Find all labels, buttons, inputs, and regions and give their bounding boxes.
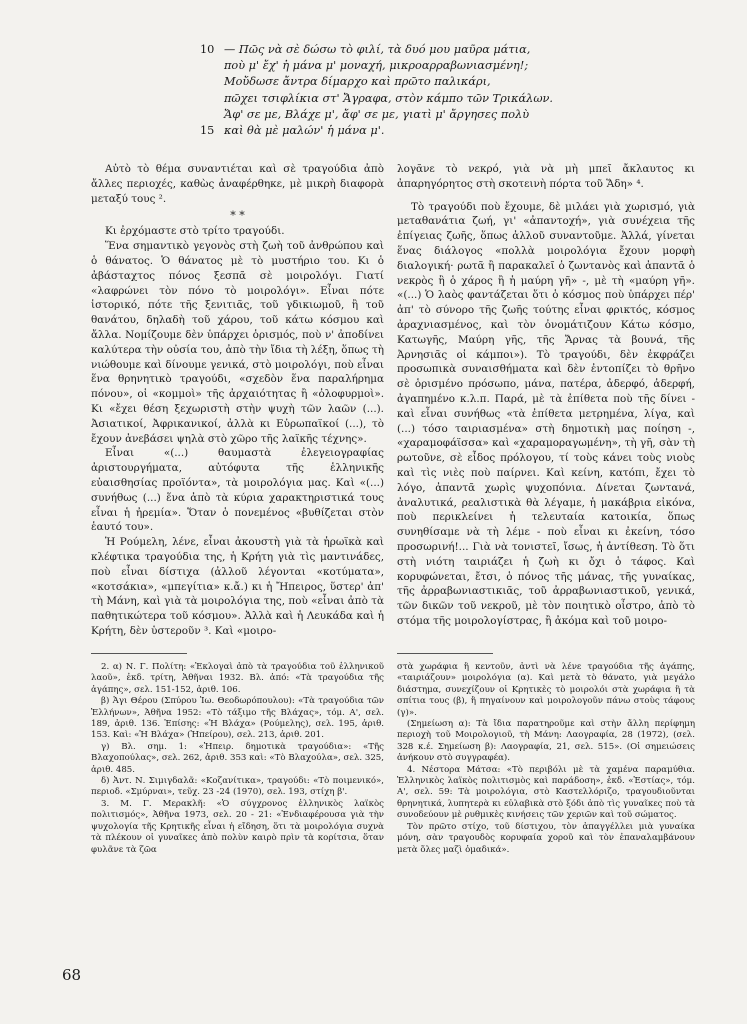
left-column [91,162,384,639]
poem-line: Μοὔδωσε ἄντρα δίμαρχο καὶ πρῶτο παλικάρι, [224,75,491,89]
poem-line: ποὺ μ' ἔχ' ἡ μάνα μ' μοναχή, μικροαρραβωνιασμένη!; [224,59,529,73]
footnote: (Σημείωση α): Τὰ ἴδια παρατηροῦμε καὶ στὴν ἄλλη περίφημη περιοχὴ τοῦ Μοιρολογιοῦ, τὴ Μάνη: Λαογραφία, 28 (1972), (σελ. 328 κ.έ. Σημείωση β): Λαογραφία, 21, σελ. 515». (Οἱ σημειώσεις ἀνήκουν στὸ συγγραφέα). [397,719,695,764]
footnote: στὰ χωράφια ἢ κεντοῦν, ἀντὶ νὰ λένε τραγούδια τῆς ἀγάπης, «ταιριάζουν» μοιρολόγια (α). Καὶ μετὰ τὸ θάνατο, γιὰ μεγάλο διάστημα, συνεχίζουν οἱ Κρητικὲς τὸ μοιρολόι στὰ χωράφια ἢ τὰ σπίτια τους (β), ἢ πηγαίνουν καὶ μοιρολογοῦν πάνω στοὺς τάφους (γ)». [397,662,695,718]
section-separator: * * [230,209,245,223]
footnote: 2. α) Ν. Γ. Πολίτη: «Ἐκλογαὶ ἀπὸ τὰ τραγούδια τοῦ ἑλληνικοῦ λαοῦ», ἐκδ. τρίτη, Ἀθῆναι 1932. Βλ. ἀπό: «Τὰ τραγούδια τῆς ἀγάπης», σελ. 151-152, ἀριθ. 106. [91,662,384,695]
footnote: Τὸν πρῶτο στίχο, τοῦ δίστιχου, τὸν ἀπαγγέλλει μιὰ γυναίκα μόνη, σὰν τραγουδὸς κορυφαία χοροῦ καὶ τὸν ἐπαναλαμβάνουν μετὰ ὅλες μαζὶ ὁμαδικά». [397,821,695,855]
paragraph: Εἶναι «(...) θαυμαστὰ ἐλεγειογραφίας ἀριστουργήματα, αὐτόφυτα τῆς ἑλληνικῆς εὐαισθησίας προϊόντα», τὰ μοιρολόγια μας. Καὶ «(...) συνήθως (...) ἕνα ἀπὸ τὰ κύρια χαρακτηριστικά τους εἶναι ἡ ἠρεμία». Ὅταν ὁ πονεμένος «βυθίζεται στὸν ἑαυτό του». [91,447,384,534]
page-number: 68 [62,966,82,984]
poem-line: 15 καὶ θὰ μὲ μαλών' ἡ μάνα μ'. [200,124,385,138]
poem-line: πῶχει τσιφλίκια στ' Ἄγραφα, στὸν κάμπο τῶν Τρικάλων. [224,91,554,105]
footnotes-left [91,662,384,856]
paragraph: Αὐτὸ τὸ θέμα συναντιέται καὶ σὲ τραγούδια ἀπὸ ἄλλες περιοχές, καθὼς ἀναφέρθηκε, μὲ μικρὴ διαφορὰ μεταξύ τους ². [91,163,384,205]
footnote: 3. Μ. Γ. Μερακλῆ: «Ὁ σύγχρονος ἑλληνικὸς λαϊκὸς πολιτισμός», Ἀθῆνα 1973, σελ. 20 - 21: «Ἐνδιαφέρουσα γιὰ τὴν ψυχολογία τῆς Κρητικῆς εἶναι ἡ εἴδηση, ὅτι τὰ μοιρολόγια συχνὰ τὰ πλέκουν οἱ γυναῖκες ἀπὸ πολὺν καιρὸ πρὶν τὰ κορίτσια, ὅταν φυλᾶνε τὰ ζῶα [91,798,384,855]
footnote: γ) Βλ. σημ. 1: «Ἠπειρ. δημοτικὰ τραγούδια»: «Τῆς Βλαχοπούλας», σελ. 262, ἀριθ. 353 καὶ: «Τὸ Βλαχούλα», σελ. 325, ἀριθ. 485. [91,741,384,775]
poem-block [200,42,640,139]
footnote: 4. Νέστορα Μάτσα: «Τὸ περιβόλι μὲ τὰ χαμένα παραμύθια. Ἑλληνικὸς λαϊκὸς πολιτισμὸς καὶ παράδοση», ἐκδ. «Ἑστίας», τόμ. Α', σελ. 59: Τὰ μοιρολόγια, στὸ Καστελλόριζο, τραγουδιοῦνται θρηνητικά, λυπητερὰ κι εὐλαβικὰ στὸ ξόδι ἀπὸ τὶς γυναῖκες ποὺ τὰ συνοδεύουν μὲ ρυθμικὲς κινήσεις τῶν χεριῶν καὶ τοῦ σώματος. [397,764,695,821]
footnote: β) Ἁγι Θέρου (Σπύρου Ἰω. Θεοδωρόπουλου): «Τὰ τραγούδια τῶν Ἑλλήνων», Ἀθῆνα 1952: «Τὸ τάξιμο τῆς Βλάχας», τόμ. Α', σελ. 189, ἀριθ. 136. Ἐπίσης: «Ἡ Βλάχα» (Ρούμελης), σελ. 195, ἀριθ. 153. Καὶ: «Ἡ Βλάχα» (Ἠπείρου), σελ. 213, ἀριθ. 201. [91,696,384,741]
paragraph: Τὸ τραγούδι ποὺ ἔχουμε, δὲ μιλάει γιὰ χωρισμό, γιὰ μεταθανάτια ζωή, γι' «ἀπαντοχή», γιὰ συνέχεια τῆς ἐπίγειας ζωῆς, ὅπως ἀλλοῦ συναντοῦμε. Ἀλλά, γίνεται ἕνας διάλογος «πολλὰ μοιρολόγια ἔχουν μορφὴ διαλογική· ρωτᾶ ἢ παρακαλεῖ ὁ ζωντανὸς καὶ ἀπαντᾶ ὁ νεκρὸς ἢ ὁ χάρος ἢ ἡ μαύρη γῆ» -, μὲ τὴ «μαύρη γῆ». «(...) Ὁ λαὸς φαντάζεται ὅτι ὁ κόσμος ποὺ ὑπάρχει πέρ' ἀπ' τὸ σύνορο τῆς ζωῆς τούτης εἶναι φρικτός, κόσμος ἀραχνιασμένος, καὶ τὸν ὀνομάτιζουν Κάτω κόσμο, Κατωγῆς, Μαύρη γῆς, τῆς Ἄρνας τὰ βουνά, τῆς Ἀρνησιᾶς οἱ κάμποι»). Τὸ τραγούδι, δὲν ἐκφράζει προσωπικὰ συναισθήματα καὶ δὲν ἐντοπίζει τὸ θρῆνο σὲ ὁρισμένο πρόσωπο, μάνα, πατέρα, ἀδερφό, ἀδερφή, ἀγαπημένο κ.λ.π. Παρά, μὲ τὰ ἐπίθετα ποὺ τῆς δίνει - καὶ εἶναι συνήθως «τὰ ἐπίθετα μετρημένα, λίγα, καὶ (...) τόσο ταιριασμένα» στὴ δημοτικὴ μας ποίηση -, «χαραμοφάϊσσα» καὶ «χαραμοραγωμένη», τὴ γῆ, σὰν τὴ ρωτοῦνε, σὲ εἶδος πρόλογου, τί τοὺς κάνει τοὺς νιοὺς καὶ τὶς νιὲς ποὺ παίρνει. Καὶ κείνη, κατόπι, ἔχει τὸ λόγο, ἀπαντᾶ χωρὶς ψυχοπόνια. Δίνεται ζωντανά, ἀναλυτικά, ρεαλιστικὰ θὰ λέγαμε, ἡ μακάβρια εἰκόνα, ποὺ περικλείνει ἡ τελευταία κατοικία, ὅπως συνηθίσαμε νὰ τὴ λέμε - ποὺ εἶναι κι ἐκείνη, τόσο προσωρινή!... Γιὰ νὰ τονιστεῖ, ἴσως, ἡ ἀντίθεση. Τὸ ὅτι στὴ νιότη ταιριάζει ἡ ζωὴ κι ὄχι ὁ τάφος. Καὶ κορυφώνεται, ἔτσι, ὁ πόνος τῆς μάνας, τῆς γυναίκας, τῆς ἀρραβωνιαστικιᾶς, τοῦ ἀρραβωνιαστικοῦ, γενικά, τῶν δικῶν τοῦ νεκροῦ, μὲ τὸν ποιητικὸ οἶστρο, ἀπὸ τὸ στόμα τῆς μοιρολογίστρας, ἢ ἀκόμα καὶ τοῦ μοιρο- [397,200,695,627]
paragraph: λογᾶνε τὸ νεκρό, γιὰ νὰ μὴ μπεῖ ἄκλαυτος κι ἀπαρηγόρητος στὴ σκοτεινὴ πόρτα τοῦ Ἅδη» ⁴. [397,163,695,190]
right-column [397,162,695,629]
paragraph: Ἡ Ρούμελη, λένε, εἶναι ἀκουστὴ γιὰ τὰ ἡρωϊκὰ καὶ κλέφτικα τραγούδια της, ἡ Κρήτη γιὰ τὶς μαντινάδες, ποὺ εἶναι δίστιχα (ἀλλοῦ λέγονται «κοτύματα», «κοτσάκια», «μπεγίτια» κ.ἄ.) κι ἡ Ἤπειρος, ὕστερ' ἀπ' τὴ Μάνη, καὶ γιὰ τὰ μοιρολόγια της, ποὺ «εἶναι ἀπὸ τὰ παθητικώτερα τοῦ κόσμου». Ἀλλὰ καὶ ἡ Λευκάδα καὶ ἡ Κρήτη, δὲν ὑστεροῦν ³. Καὶ «μοιρο- [91,536,384,637]
paragraph: Κι ἐρχόμαστε στὸ τρίτο τραγούδι. [105,225,285,238]
poem-line: 10 — Πῶς νὰ σὲ δώσω τὸ φιλί, τὰ δυό μου μαῦρα μάτια, [200,43,531,56]
paragraph: Ἕνα σημαντικὸ γεγονὸς στὴ ζωὴ τοῦ ἀνθρώπου καὶ ὁ θάνατος. Ὁ θάνατος μὲ τὸ μυστήριο του. Κι ὁ ἀβάσταχτος πόνος ξεσπᾶ σὲ μοιρολόγι. Γιατί «λαφρώνει τὸν πόνο τὸ μοιρολόγι». Εἶναι πότε ἱστορικό, πότε τῆς ξενιτιᾶς, τοῦ γδικιωμοῦ, ἢ τοῦ θανάτου, δηλαδὴ τοῦ χάρου, τοῦ κάτω κόσμου καὶ ἄλλα. Νομίζουμε δὲν ὑπάρχει ὁρισμός, ποὺ ν' ἀποδίνει καλύτερα τὴν οὐσία του, ἀπὸ τὴν ἴδια τὴ λέξη, ὅπως τὴ νιώθουμε καὶ δίνουμε γενικά, στὸ μοιρολόγι, ποὺ εἶναι ἕνα θρηνητικὸ τραγούδι, «σχεδὸν ἕνα παραλήρημα πόνου», οἱ «κομμοὶ» τῆς ἀρχαιότητας ἢ «ὀλοφυρμοὶ». Κι «ἔχει θέση ξεχωριστὴ στὴν ψυχὴ τῶν λαῶν (...). Ἀσιατικοί, Ἀφρικανικοί, ἀλλὰ κι Εὐρωπαϊκοί (...), τὸ ἔχουν ἀνεβάσει ψηλὰ στὸ χῶρο τῆς λαϊκῆς τέχνης». [91,240,384,445]
footnotes-right [397,662,695,856]
poem-line: Ἄφ' σε με, Βλάχε μ', ἄφ' σε με, γιατὶ μ' ἄργησες πολὺ [224,107,530,121]
footnote-rule-left [91,653,187,654]
footnote: δ) Ἀντ. Ν. Σιμιγδαλᾶ: «Κοζανίτικα», τραγούδι: «Τὸ ποιμενικό», περιοδ. «Σμύρναι», τεῦχ. 23 -24 (1970), σελ. 193, στίχη β'. [91,776,384,798]
footnote-rule-right [397,653,493,654]
